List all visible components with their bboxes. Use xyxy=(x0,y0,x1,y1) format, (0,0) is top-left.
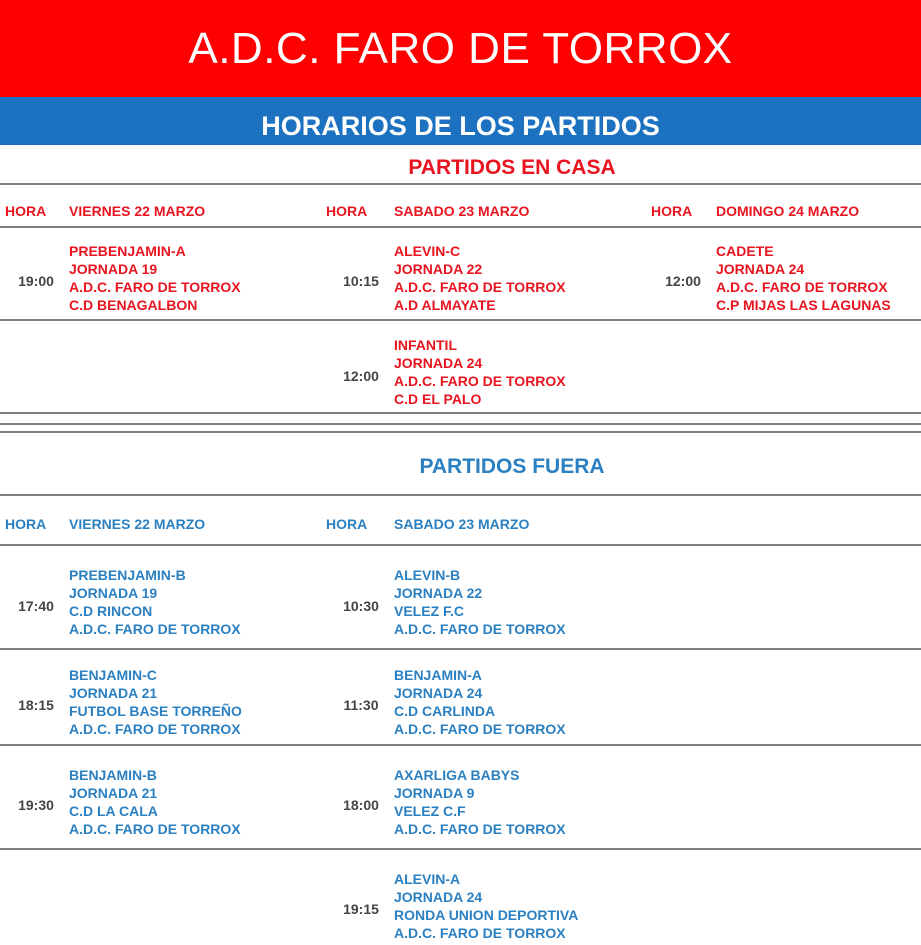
away-col1-day: VIERNES 22 MARZO xyxy=(69,516,206,532)
match-round: JORNADA 22 xyxy=(394,585,483,601)
match-team1: A.D.C. FARO DE TORROX xyxy=(394,279,566,295)
match-round: JORNADA 19 xyxy=(69,585,158,601)
home-col3-day: DOMINGO 24 MARZO xyxy=(716,203,860,219)
home-col2-hora: HORA xyxy=(326,203,368,219)
divider xyxy=(0,648,921,650)
match-team1: A.D.C. FARO DE TORROX xyxy=(69,279,241,295)
match-team2: A.D.C. FARO DE TORROX xyxy=(69,621,241,637)
match-team1: C.D CARLINDA xyxy=(394,703,496,719)
match-card xyxy=(394,566,566,638)
match-round: JORNADA 22 xyxy=(394,261,483,277)
match-team2: C.P MIJAS LAS LAGUNAS xyxy=(716,297,891,313)
match-time: 19:00 xyxy=(18,273,54,289)
match-team2: C.D BENAGALBON xyxy=(69,297,198,313)
match-card xyxy=(394,242,566,314)
match-team1: VELEZ C.F xyxy=(394,803,466,819)
away-col2-hora: HORA xyxy=(326,516,368,532)
match-card xyxy=(716,242,891,314)
match-team1: A.D.C. FARO DE TORROX xyxy=(394,373,566,389)
match-category: AXARLIGA BABYS xyxy=(394,767,520,783)
match-team2: A.D.C. FARO DE TORROX xyxy=(394,821,566,837)
match-team1: FUTBOL BASE TORREÑO xyxy=(69,703,242,719)
match-category: PREBENJAMIN-B xyxy=(69,567,186,583)
away-section-title: PARTIDOS FUERA xyxy=(419,455,605,478)
divider xyxy=(0,226,921,228)
match-round: JORNADA 21 xyxy=(69,685,158,701)
match-round: JORNADA 19 xyxy=(69,261,158,277)
match-card xyxy=(69,666,242,738)
match-category: BENJAMIN-A xyxy=(394,667,482,683)
match-round: JORNADA 24 xyxy=(394,685,483,701)
match-time: 10:30 xyxy=(343,598,379,614)
home-col3-hora: HORA xyxy=(651,203,693,219)
match-time: 18:15 xyxy=(18,697,54,713)
away-col2-day: SABADO 23 MARZO xyxy=(394,516,530,532)
home-col1-day: VIERNES 22 MARZO xyxy=(69,203,206,219)
divider xyxy=(0,412,921,414)
home-col2-day: SABADO 23 MARZO xyxy=(394,203,530,219)
match-round: JORNADA 9 xyxy=(394,785,475,801)
match-team2: A.D.C. FARO DE TORROX xyxy=(394,721,566,737)
match-team2: C.D EL PALO xyxy=(394,391,482,407)
away-col1-hora: HORA xyxy=(5,516,47,532)
match-card xyxy=(69,566,241,638)
match-team2: A.D ALMAYATE xyxy=(394,297,496,313)
match-time: 19:15 xyxy=(343,901,379,917)
match-team1: VELEZ F.C xyxy=(394,603,465,619)
match-team1: C.D LA CALA xyxy=(69,803,158,819)
match-time: 10:15 xyxy=(343,273,379,289)
match-category: CADETE xyxy=(716,243,774,259)
match-round: JORNADA 21 xyxy=(69,785,158,801)
divider xyxy=(0,544,921,546)
match-card xyxy=(69,766,241,838)
match-team2: A.D.C. FARO DE TORROX xyxy=(69,821,241,837)
match-card xyxy=(394,870,578,942)
match-team2: A.D.C. FARO DE TORROX xyxy=(394,925,566,941)
match-time: 12:00 xyxy=(343,368,379,384)
divider xyxy=(0,848,921,850)
match-round: JORNADA 24 xyxy=(394,889,483,905)
match-team1: A.D.C. FARO DE TORROX xyxy=(716,279,888,295)
match-category: ALEVIN-C xyxy=(394,243,461,259)
match-card xyxy=(394,336,566,408)
divider xyxy=(0,494,921,496)
match-category: BENJAMIN-B xyxy=(69,767,157,783)
schedule-title-banner: HORARIOS DE LOS PARTIDOS xyxy=(0,97,921,145)
divider xyxy=(0,423,921,425)
match-time: 17:40 xyxy=(18,598,54,614)
match-category: ALEVIN-B xyxy=(394,567,461,583)
match-card xyxy=(394,766,566,838)
club-name-banner: A.D.C. FARO DE TORROX xyxy=(0,0,921,97)
divider xyxy=(0,183,921,185)
match-category: INFANTIL xyxy=(394,337,457,353)
match-round: JORNADA 24 xyxy=(716,261,805,277)
match-time: 19:30 xyxy=(18,797,54,813)
match-category: PREBENJAMIN-A xyxy=(69,243,186,259)
divider xyxy=(0,319,921,321)
match-round: JORNADA 24 xyxy=(394,355,483,371)
match-team2: A.D.C. FARO DE TORROX xyxy=(69,721,241,737)
match-team1: C.D RINCON xyxy=(69,603,153,619)
match-category: ALEVIN-A xyxy=(394,871,461,887)
match-card xyxy=(394,666,566,738)
divider xyxy=(0,744,921,746)
match-time: 18:00 xyxy=(343,797,379,813)
match-time: 11:30 xyxy=(343,697,379,713)
match-card xyxy=(69,242,241,314)
match-team2: A.D.C. FARO DE TORROX xyxy=(394,621,566,637)
home-col1-hora: HORA xyxy=(5,203,47,219)
home-section-title: PARTIDOS EN CASA xyxy=(408,156,616,179)
match-team1: RONDA UNION DEPORTIVA xyxy=(394,907,579,923)
divider xyxy=(0,431,921,433)
match-time: 12:00 xyxy=(665,273,701,289)
match-category: BENJAMIN-C xyxy=(69,667,157,683)
